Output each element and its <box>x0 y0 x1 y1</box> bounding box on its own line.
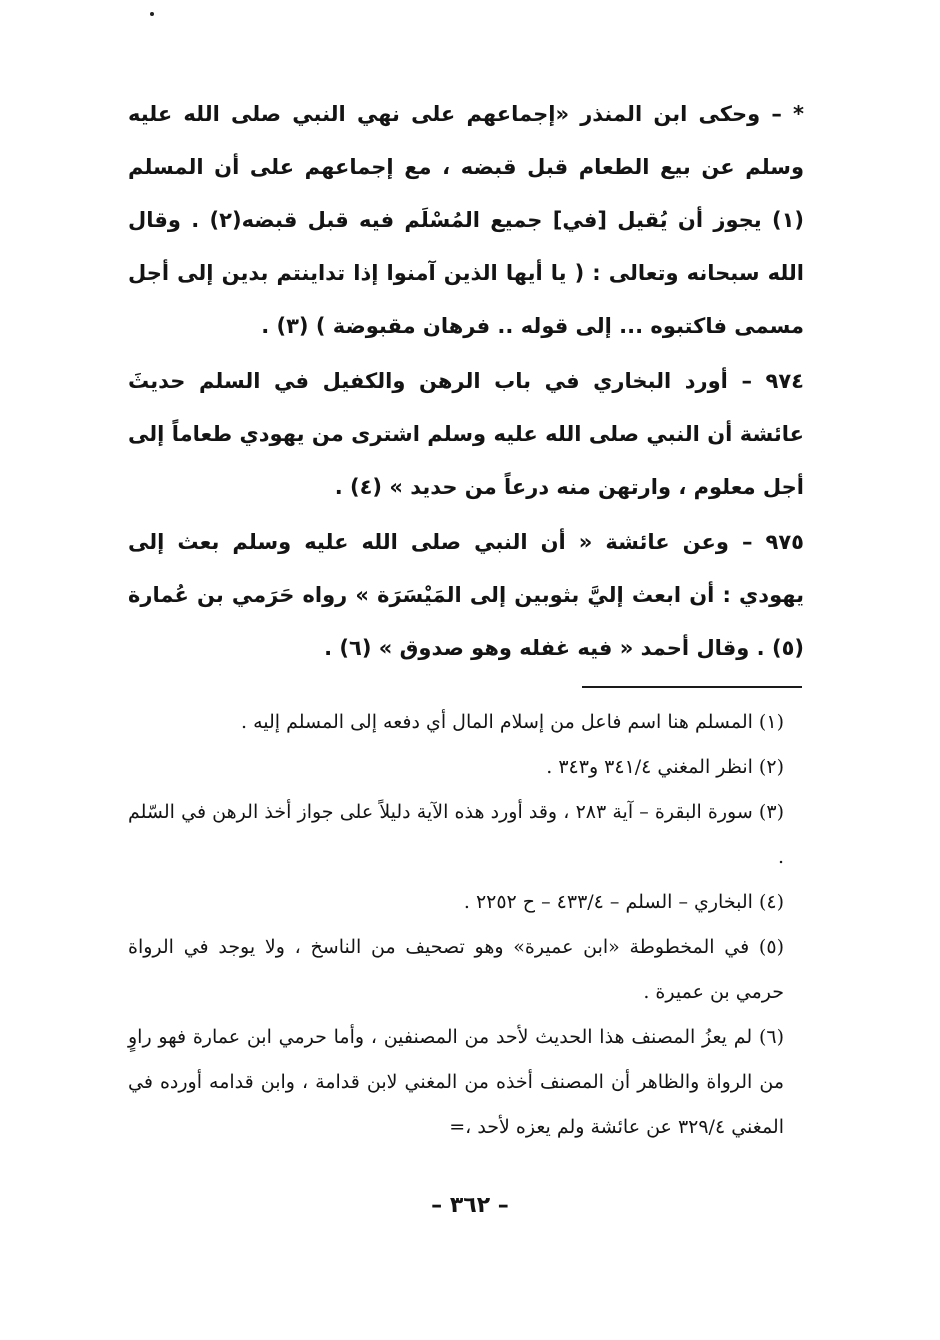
footnote-5: (٥) في المخطوطة «ابن عميرة» وهو تصحيف من الناسخ ، ولا يوجد في الرواة حرمي بن عميرة . <box>128 936 784 1003</box>
footnote-3: (٣) سورة البقرة – آية ٢٨٣ ، وقد أورد هذه الآية دليلاً على جواز أخذ الرهن في السّلم . <box>128 801 784 868</box>
footnote-6: (٦) لم يعزُ المصنف هذا الحديث لأحد من المصنفين ، وأما حرمي ابن عمارة فهو راوٍ من الرواة والظاهر أن المصنف أخذه من المغني لابن قدامة ، وابن قدامه أورده في المغني ٣٢٩/٤ عن عائشة ولم يعزه لأحد ،= <box>128 1026 784 1138</box>
footnote-4: (٤) البخاري – السلم – ٤٣٣/٤ – ح ٢٢٥٢ . <box>463 891 784 913</box>
footnote-separator <box>582 686 802 688</box>
paragraph-974: ٩٧٤ – أورد البخاري في باب الرهن والكفيل في السلم حديثَ عائشة أن النبي صلى الله عليه وسلم اشترى من يهودي طعاماً إلى أجل معلوم ، وارتهن منه درعاً من حديد » (٤) . <box>128 369 804 499</box>
page-number: – ٣٦٢ – <box>431 1193 509 1218</box>
footnote-1: (١) المسلم هنا اسم فاعل من إسلام المال أي دفعه إلى المسلم إليه . <box>241 711 784 733</box>
print-speck <box>150 12 154 16</box>
footnote-2: (٢) انظر المغني ٣٤١/٤ و٣٤٣ . <box>546 756 784 778</box>
main-text-block <box>128 88 804 675</box>
paragraph-ibn-almundhir: * – وحكى ابن المنذر «إجماعهم على نهي النبي صلى الله عليه وسلم عن بيع الطعام قبل قبضه ، مع إجماعهم على أن المسلم (١) يجوز أن يُقيل [في] جميع المُسْلَم فيه قبل قبضه(٢) . وقال الله سبحانه وتعالى : ( يا أيها الذين آمنوا إذا تداينتم بدين إلى أجل مسمى فاكتبوه ... إلى قوله .. فرهان مقبوضة ) (٣) . <box>128 102 804 338</box>
footnotes-block <box>128 700 804 1150</box>
paragraph-975: ٩٧٥ – وعن عائشة « أن النبي صلى الله عليه وسلم بعث إلى يهودي : أن ابعث إليَّ بثوبين إلى المَيْسَرَة » رواه حَرَمي بن عُمارة (٥) . وقال أحمد « فيه غفله وهو صدوق » (٦) . <box>128 530 804 660</box>
